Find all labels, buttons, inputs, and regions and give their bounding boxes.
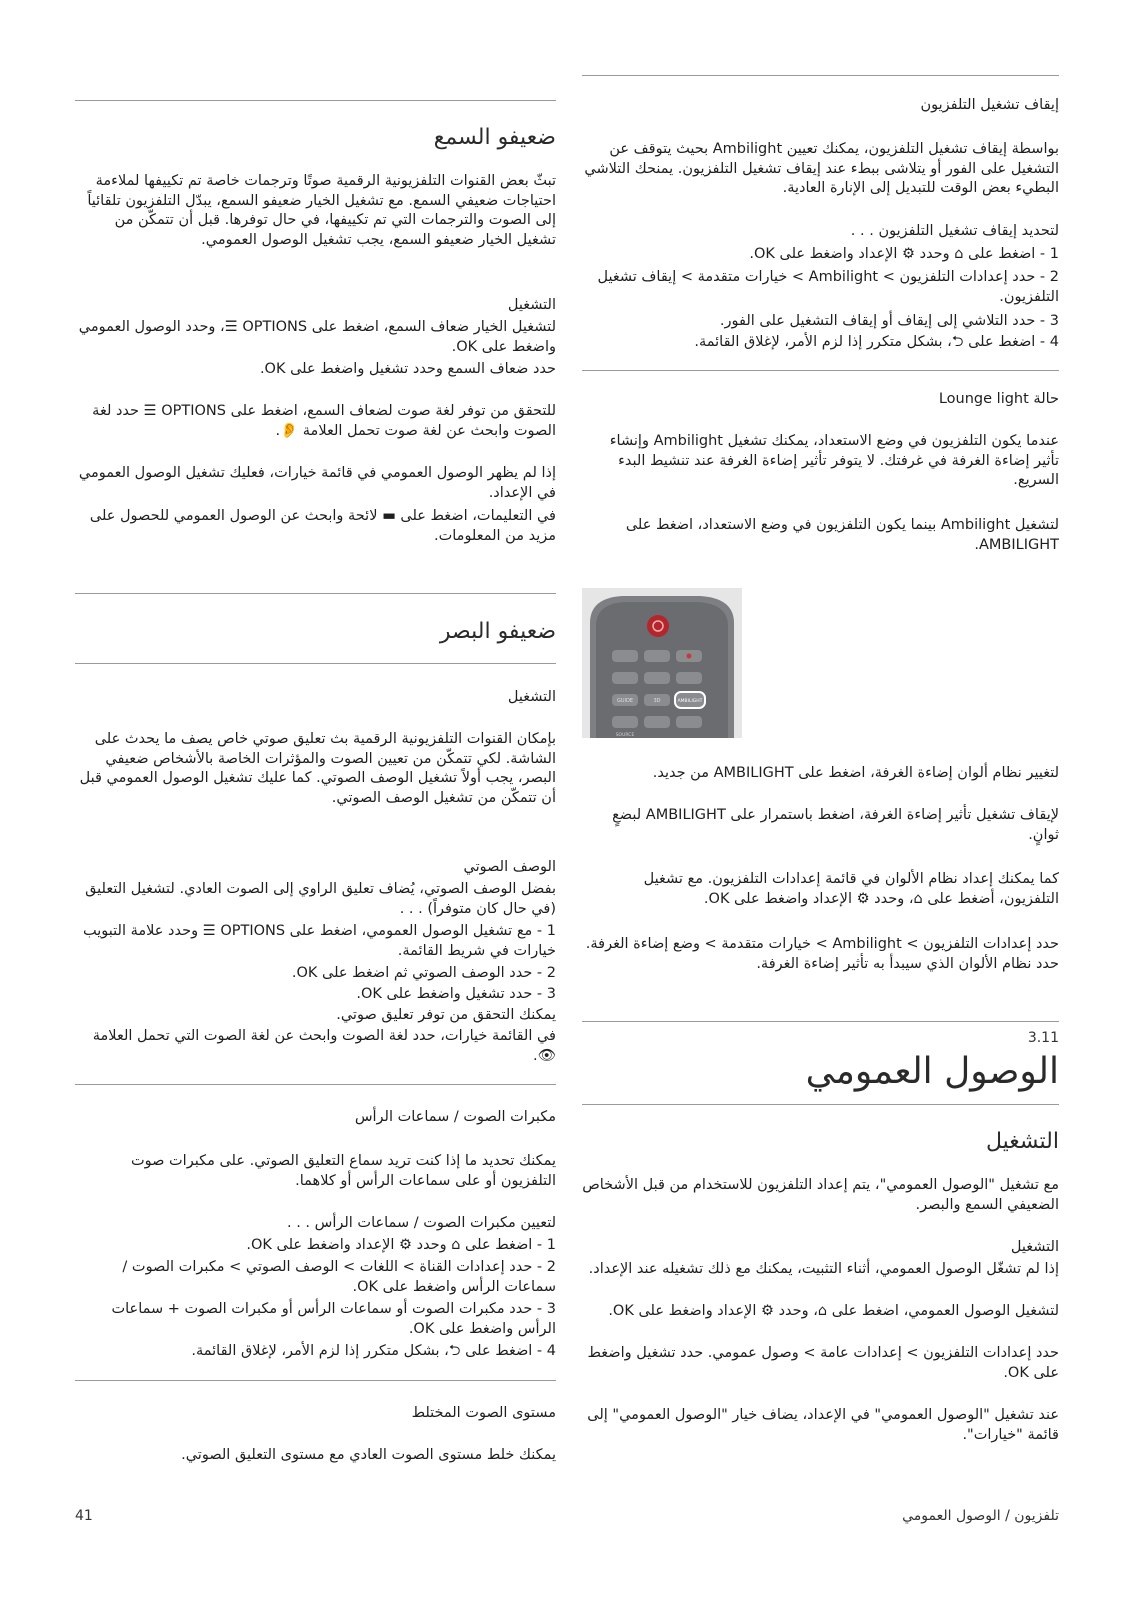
- remote-ambilight-label: AMBILIGHT: [677, 699, 703, 704]
- right-column: [582, 0, 1059, 1600]
- paragraph: لتشغيل Ambilight بينما يكون التلفزيون في وضع الاستعداد، اضغط على AMBILIGHT.: [625, 517, 1059, 553]
- remote-control-image: [582, 588, 742, 738]
- remote-control-icon: [582, 588, 742, 738]
- paragraph: تبثّ بعض القنوات التلفزيونية الرقمية صوتًا وترجمات خاصة تم تكييفها لملاءمة احتياجات ضعيفي السمع. مع تشغيل الخيار ضعيفو السمع، يبدّل التلفزيون تلقائياً إلى الصوت والترجمات التي تم تكييفها، في حال توفرها. قبل أن تتمكّن من تشغيل الخيار ضعيفو السمع، يجب تشغيل الوصول العمومي.: [87, 173, 556, 248]
- remote-3d-label: 3D: [653, 698, 661, 704]
- step-1: 1 - اضغط على ⌂ وحدد ⚙ الإعداد واضغط على OK.: [246, 1237, 556, 1253]
- section-heading: إيقاف تشغيل التلفزيون: [920, 97, 1059, 113]
- paragraph: عندما يكون التلفزيون في وضع الاستعداد، يمكنك تشغيل Ambilight وإنشاء تأثير إضاءة الغرفة في غرفتك. لا يتوفر تأثير إضاءة الغرفة عند تنشيط البدء السريع.: [609, 433, 1059, 488]
- paragraph: يمكنك تحديد ما إذا كنت تريد سماع التعليق الصوتي. على مكبرات صوت التلفزيون أو على سماعات الرأس أو كلاهما.: [130, 1153, 556, 1189]
- paragraph: لتعيين مكبرات الصوت / سماعات الرأس . . .: [286, 1215, 556, 1231]
- paragraph: لتشغيل الخيار ضعاف السمع، اضغط على OPTIONS ☰، وحدد الوصول العمومي واضغط على OK.: [78, 319, 556, 355]
- section-title: ضعيفو البصر: [439, 619, 556, 644]
- step-2: 2 - حدد الوصف الصوتي ثم اضغط على OK.: [291, 965, 556, 981]
- divider: [75, 1380, 556, 1381]
- paragraph: في التعليمات، اضغط على ▬ لائحة وابحث عن الوصول العمومي للحصول على مزيد من المعلومات.: [89, 508, 556, 544]
- subheading: التشغيل: [507, 297, 556, 313]
- subheading: التشغيل: [507, 689, 556, 705]
- paragraph: حدد إعدادات التلفزيون > إعدادات عامة > وصول عمومي. حدد تشغيل واضغط على OK.: [587, 1345, 1059, 1381]
- paragraph: يمكنك التحقق من توفر تعليق صوتي.: [336, 1007, 556, 1023]
- paragraph: عند تشغيل "الوصول العمومي" في الإعداد، يضاف خيار "الوصول العمومي" إلى قائمة "خيارات".: [587, 1407, 1059, 1443]
- paragraph: بإمكان القنوات التلفزيونية الرقمية بث تعليق صوتي خاص يصف ما يحدث على الشاشة. لكي تتمكّن من تعيين الصوت والمؤثرات الخاصة بالأشخاص ضعيفي البصر، يجب أولاً تشغيل الوصف الصوتي. كما عليك تشغيل الوصول العمومي قبل أن تتمكّن من تشغيل الوصف الصوتي.: [79, 731, 556, 806]
- remote-guide-label: GUIDE: [616, 698, 634, 704]
- paragraph: بواسطة إيقاف تشغيل التلفزيون، يمكنك تعيين Ambilight بحيث يتوقف عن التشغيل على الفور أو يتلاشى ببطء عند إيقاف تشغيل التلفزيون. يمنحك التلاشي البطيء بعض الوقت للتبديل إلى الإنارة العادية.: [584, 141, 1059, 196]
- section-heading: حالة Lounge light: [938, 391, 1059, 407]
- paragraph: في القائمة خيارات، حدد لغة الصوت وابحث عن لغة الصوت التي تحمل العلامة 👁.: [92, 1028, 556, 1064]
- step-1: 1 - مع تشغيل الوصول العمومي، اضغط على OPTIONS ☰ وحدد علامة التبويب خيارات في شريط القائمة.: [83, 923, 556, 959]
- divider: [75, 1084, 556, 1085]
- divider: [75, 593, 556, 594]
- paragraph: للتحقق من توفر لغة صوت لضعاف السمع، اضغط على OPTIONS ☰ حدد لغة الصوت وابحث عن لغة صوت تحمل العلامة 👂.: [92, 403, 556, 439]
- paragraph: لتشغيل الوصول العمومي، اضغط على ⌂، وحدد ⚙ الإعداد واضغط على OK.: [608, 1303, 1059, 1319]
- paragraph: بفضل الوصف الصوتي، يُضاف تعليق الراوي إلى الصوت العادي. لتشغيل التعليق (في حال كان متوفراً) . . .: [85, 881, 556, 917]
- step-2: 2 - حدد إعدادات التلفزيون > Ambilight > خيارات متقدمة > إيقاف تشغيل التلفزيون.: [597, 269, 1059, 305]
- paragraph: لتحديد إيقاف تشغيل التلفزيون . . .: [850, 223, 1059, 239]
- left-column: [75, 0, 556, 1600]
- divider: [75, 663, 556, 664]
- paragraph: إذا لم يظهر الوصول العمومي في قائمة خيارات، فعليك تشغيل الوصول العمومي في الإعداد.: [78, 465, 556, 501]
- section-heading: مستوى الصوت المختلط: [411, 1405, 556, 1421]
- divider: [75, 100, 556, 101]
- footer-breadcrumb: تلفزيون / الوصول العمومي: [902, 1508, 1059, 1524]
- step-3: 3 - حدد التلاشي إلى إيقاف أو إيقاف التشغيل على الفور.: [719, 313, 1059, 329]
- divider: [582, 1021, 1059, 1022]
- paragraph: إذا لم تشغّل الوصول العمومي، أثناء التثبيت، يمكنك مع ذلك تشغيله عند الإعداد.: [588, 1261, 1059, 1277]
- section-heading: مكبرات الصوت / سماعات الرأس: [354, 1109, 556, 1125]
- paragraph: لتغيير نظام ألوان إضاءة الغرفة، اضغط على AMBILIGHT من جديد.: [652, 765, 1059, 781]
- page-number: 41: [75, 1508, 93, 1524]
- paragraph: لإيقاف تشغيل تأثير إضاءة الغرفة، اضغط باستمرار على AMBILIGHT لبضعٍ ثوانٍ.: [612, 807, 1059, 843]
- step-3: 3 - حدد مكبرات الصوت أو سماعات الرأس أو مكبرات الصوت + سماعات الرأس واضغط على OK.: [111, 1301, 556, 1337]
- paragraph: حدد ضعاف السمع وحدد تشغيل واضغط على OK.: [259, 361, 556, 377]
- subheading: التشغيل: [1010, 1239, 1059, 1255]
- paragraph: كما يمكنك إعداد نظام الألوان في قائمة إعدادات التلفزيون. مع تشغيل التلفزيون، أضغط على ⌂، وحدد ⚙ الإعداد واضغط على OK.: [643, 871, 1059, 907]
- divider: [582, 75, 1059, 76]
- divider: [582, 1104, 1059, 1105]
- section-title: ضعيفو السمع: [433, 125, 556, 150]
- section-title: التشغيل: [986, 1129, 1059, 1154]
- step-2: 2 - حدد إعدادات القناة > اللغات > الوصف الصوتي > مكبرات الصوت / سماعات الرأس واضغط على OK.: [122, 1259, 556, 1295]
- chapter-title: الوصول العمومي: [805, 1051, 1059, 1092]
- paragraph: حدد إعدادات التلفزيون > Ambilight > خيارات متقدمة > وضع إضاءة الغرفة. حدد نظام الألوان الذي سيبدأ به تأثير إضاءة الغرفة.: [585, 936, 1059, 972]
- divider: [582, 370, 1059, 371]
- step-4: 4 - اضغط على ⮌، بشكل متكرر إذا لزم الأمر، لإغلاق القائمة.: [191, 1343, 556, 1359]
- section-number: 3.11: [1027, 1030, 1059, 1046]
- remote-source-label: SOURCE: [615, 733, 635, 738]
- paragraph: يمكنك خلط مستوى الصوت العادي مع مستوى التعليق الصوتي.: [181, 1447, 556, 1463]
- step-4: 4 - اضغط على ⮌، بشكل متكرر إذا لزم الأمر، لإغلاق القائمة.: [694, 334, 1059, 350]
- paragraph: مع تشغيل "الوصول العمومي"، يتم إعداد التلفزيون للاستخدام من قبل الأشخاص الضعيفي السمع والبصر.: [582, 1177, 1059, 1213]
- step-1: 1 - اضغط على ⌂ وحدد ⚙ الإعداد واضغط على OK.: [749, 246, 1059, 262]
- subheading: الوصف الصوتي: [463, 859, 556, 875]
- step-3: 3 - حدد تشغيل واضغط على OK.: [356, 986, 556, 1002]
